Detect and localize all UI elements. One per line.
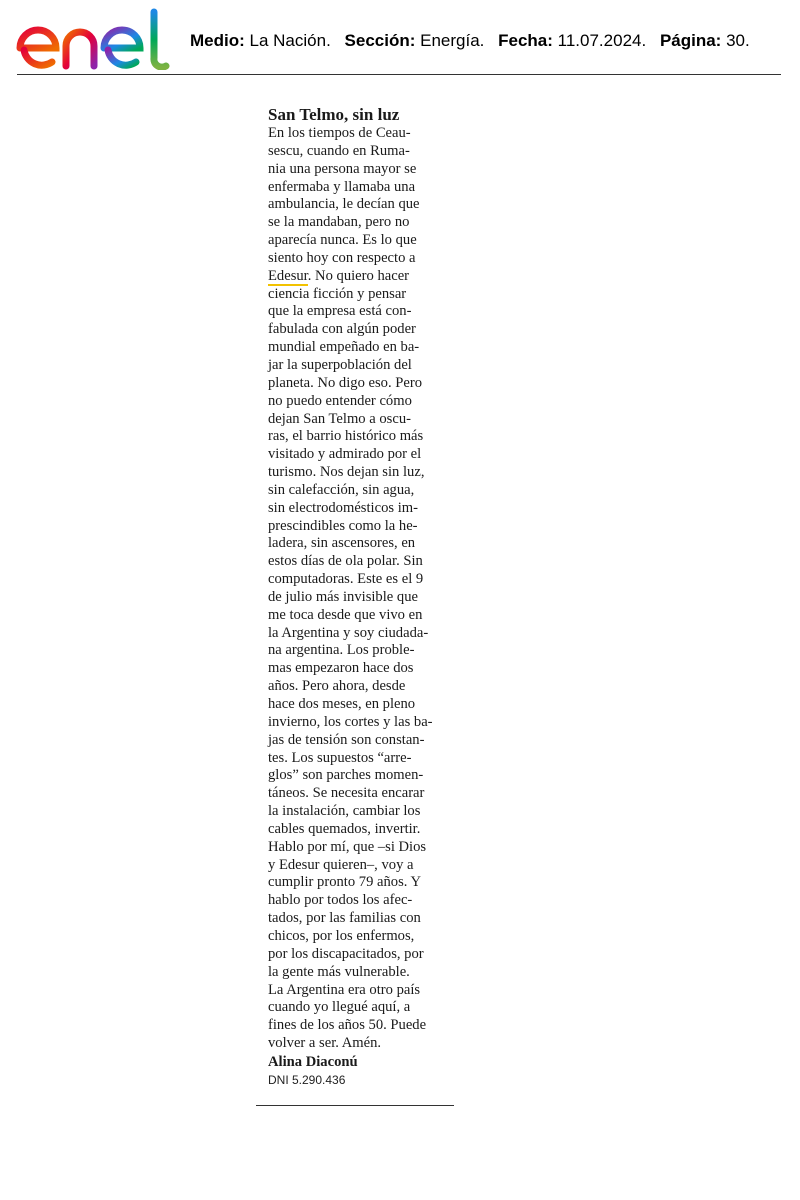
article-line: sin electrodomésticos im-: [268, 499, 418, 516]
article-line: hablo por todos los afec-: [268, 892, 413, 909]
fecha-value: 11.07.2024.: [557, 31, 647, 50]
article-line: me toca desde que vivo en: [268, 606, 423, 623]
article-line: ras, el barrio histórico más: [268, 428, 424, 445]
article-line: tes. Los supuestos “arre-: [268, 749, 412, 766]
article-line: de julio más invisible que: [268, 588, 418, 605]
article-body: [268, 125, 468, 1053]
article-line: nia una persona mayor se: [268, 160, 417, 177]
article-headline: San Telmo, sin luz: [268, 105, 400, 124]
pagina-value: 30.: [726, 31, 750, 50]
article-line: la Argentina y soy ciudada-: [268, 624, 429, 641]
article-line: que la empresa está con-: [268, 303, 412, 320]
article-line: turismo. Nos dejan sin luz,: [268, 464, 425, 481]
article-line: siento hoy con respecto a: [268, 249, 416, 266]
article-line: cuando yo llegué aquí, a: [268, 999, 411, 1016]
article-author: Alina Diaconú: [268, 1053, 358, 1070]
article-line: invierno, los cortes y las ba-: [268, 713, 433, 730]
article-line: visitado y admirado por el: [268, 446, 422, 463]
clipping-metadata: [190, 30, 750, 52]
article-line: y Edesur quieren–, voy a: [268, 856, 414, 873]
article-line: enfermaba y llamaba una: [268, 178, 416, 195]
header-divider: [17, 74, 781, 75]
seccion-value: Energía.: [420, 31, 485, 50]
pagina-label: Página:: [659, 31, 722, 50]
article-line: Edesur. No quiero hacer: [268, 267, 410, 284]
fecha-label: Fecha:: [498, 31, 553, 50]
article-line: jar la superpoblación del: [268, 356, 412, 373]
article-line: prescindibles como la he-: [268, 517, 418, 534]
highlighted-word: Edesur: [268, 267, 308, 284]
article-line: computadoras. Este es el 9: [268, 571, 424, 588]
article-line: volver a ser. Amén.: [268, 1035, 382, 1052]
article-line: ambulancia, le decían que: [268, 196, 420, 213]
medio-label: Medio:: [190, 31, 245, 50]
article-line: ciencia ficción y pensar: [268, 285, 407, 302]
article-line: Hablo por mí, que –si Dios: [268, 838, 427, 855]
article-line: cumplir pronto 79 años. Y: [268, 874, 422, 891]
article-line: hace dos meses, en pleno: [268, 696, 416, 712]
article-line: la gente más vulnerable.: [268, 963, 410, 980]
author-dni: DNI 5.290.436: [268, 1072, 346, 1087]
article-line: chicos, por los enfermos,: [268, 927, 415, 944]
article-line: aparecía nunca. Es lo que: [268, 232, 417, 249]
article-line: En los tiempos de Ceau-: [268, 125, 411, 141]
article-line: fabulada con algún poder: [268, 321, 416, 338]
article-line: ladera, sin ascensores, en: [268, 535, 416, 552]
article-line: estos días de ola polar. Sin: [268, 553, 423, 570]
article-line: se la mandaban, pero no: [268, 214, 410, 231]
letter-article: [268, 104, 468, 1089]
footer-divider: [256, 1105, 454, 1106]
article-line: la instalación, cambiar los: [268, 803, 421, 820]
article-line: cables quemados, invertir.: [268, 820, 421, 837]
article-line: jas de tensión son constan-: [268, 731, 425, 748]
article-line: mas empezaron hace dos: [268, 660, 414, 677]
enel-logo: [16, 8, 178, 70]
article-line: sin calefacción, sin agua,: [268, 481, 415, 498]
article-line: no puedo entender cómo: [268, 392, 412, 409]
article-line: dejan San Telmo a oscu-: [268, 410, 411, 427]
article-line: tados, por las familias con: [268, 910, 421, 927]
article-line: planeta. No digo eso. Pero: [268, 374, 423, 391]
article-line: glos” son parches momen-: [268, 767, 424, 784]
article-line: por los discapacitados, por: [268, 945, 424, 962]
clipping-header: [0, 0, 800, 76]
article-line: fines de los años 50. Puede: [268, 1017, 427, 1034]
medio-value: La Nación.: [249, 31, 331, 50]
seccion-label: Sección:: [344, 31, 416, 50]
article-line: táneos. Se necesita encarar: [268, 785, 425, 802]
article-line: años. Pero ahora, desde: [268, 678, 406, 695]
article-line: mundial empeñado en ba-: [268, 339, 420, 356]
article-line: La Argentina era otro país: [268, 981, 421, 998]
article-line: na argentina. Los proble-: [268, 642, 415, 659]
article-line: sescu, cuando en Ruma-: [268, 142, 410, 159]
